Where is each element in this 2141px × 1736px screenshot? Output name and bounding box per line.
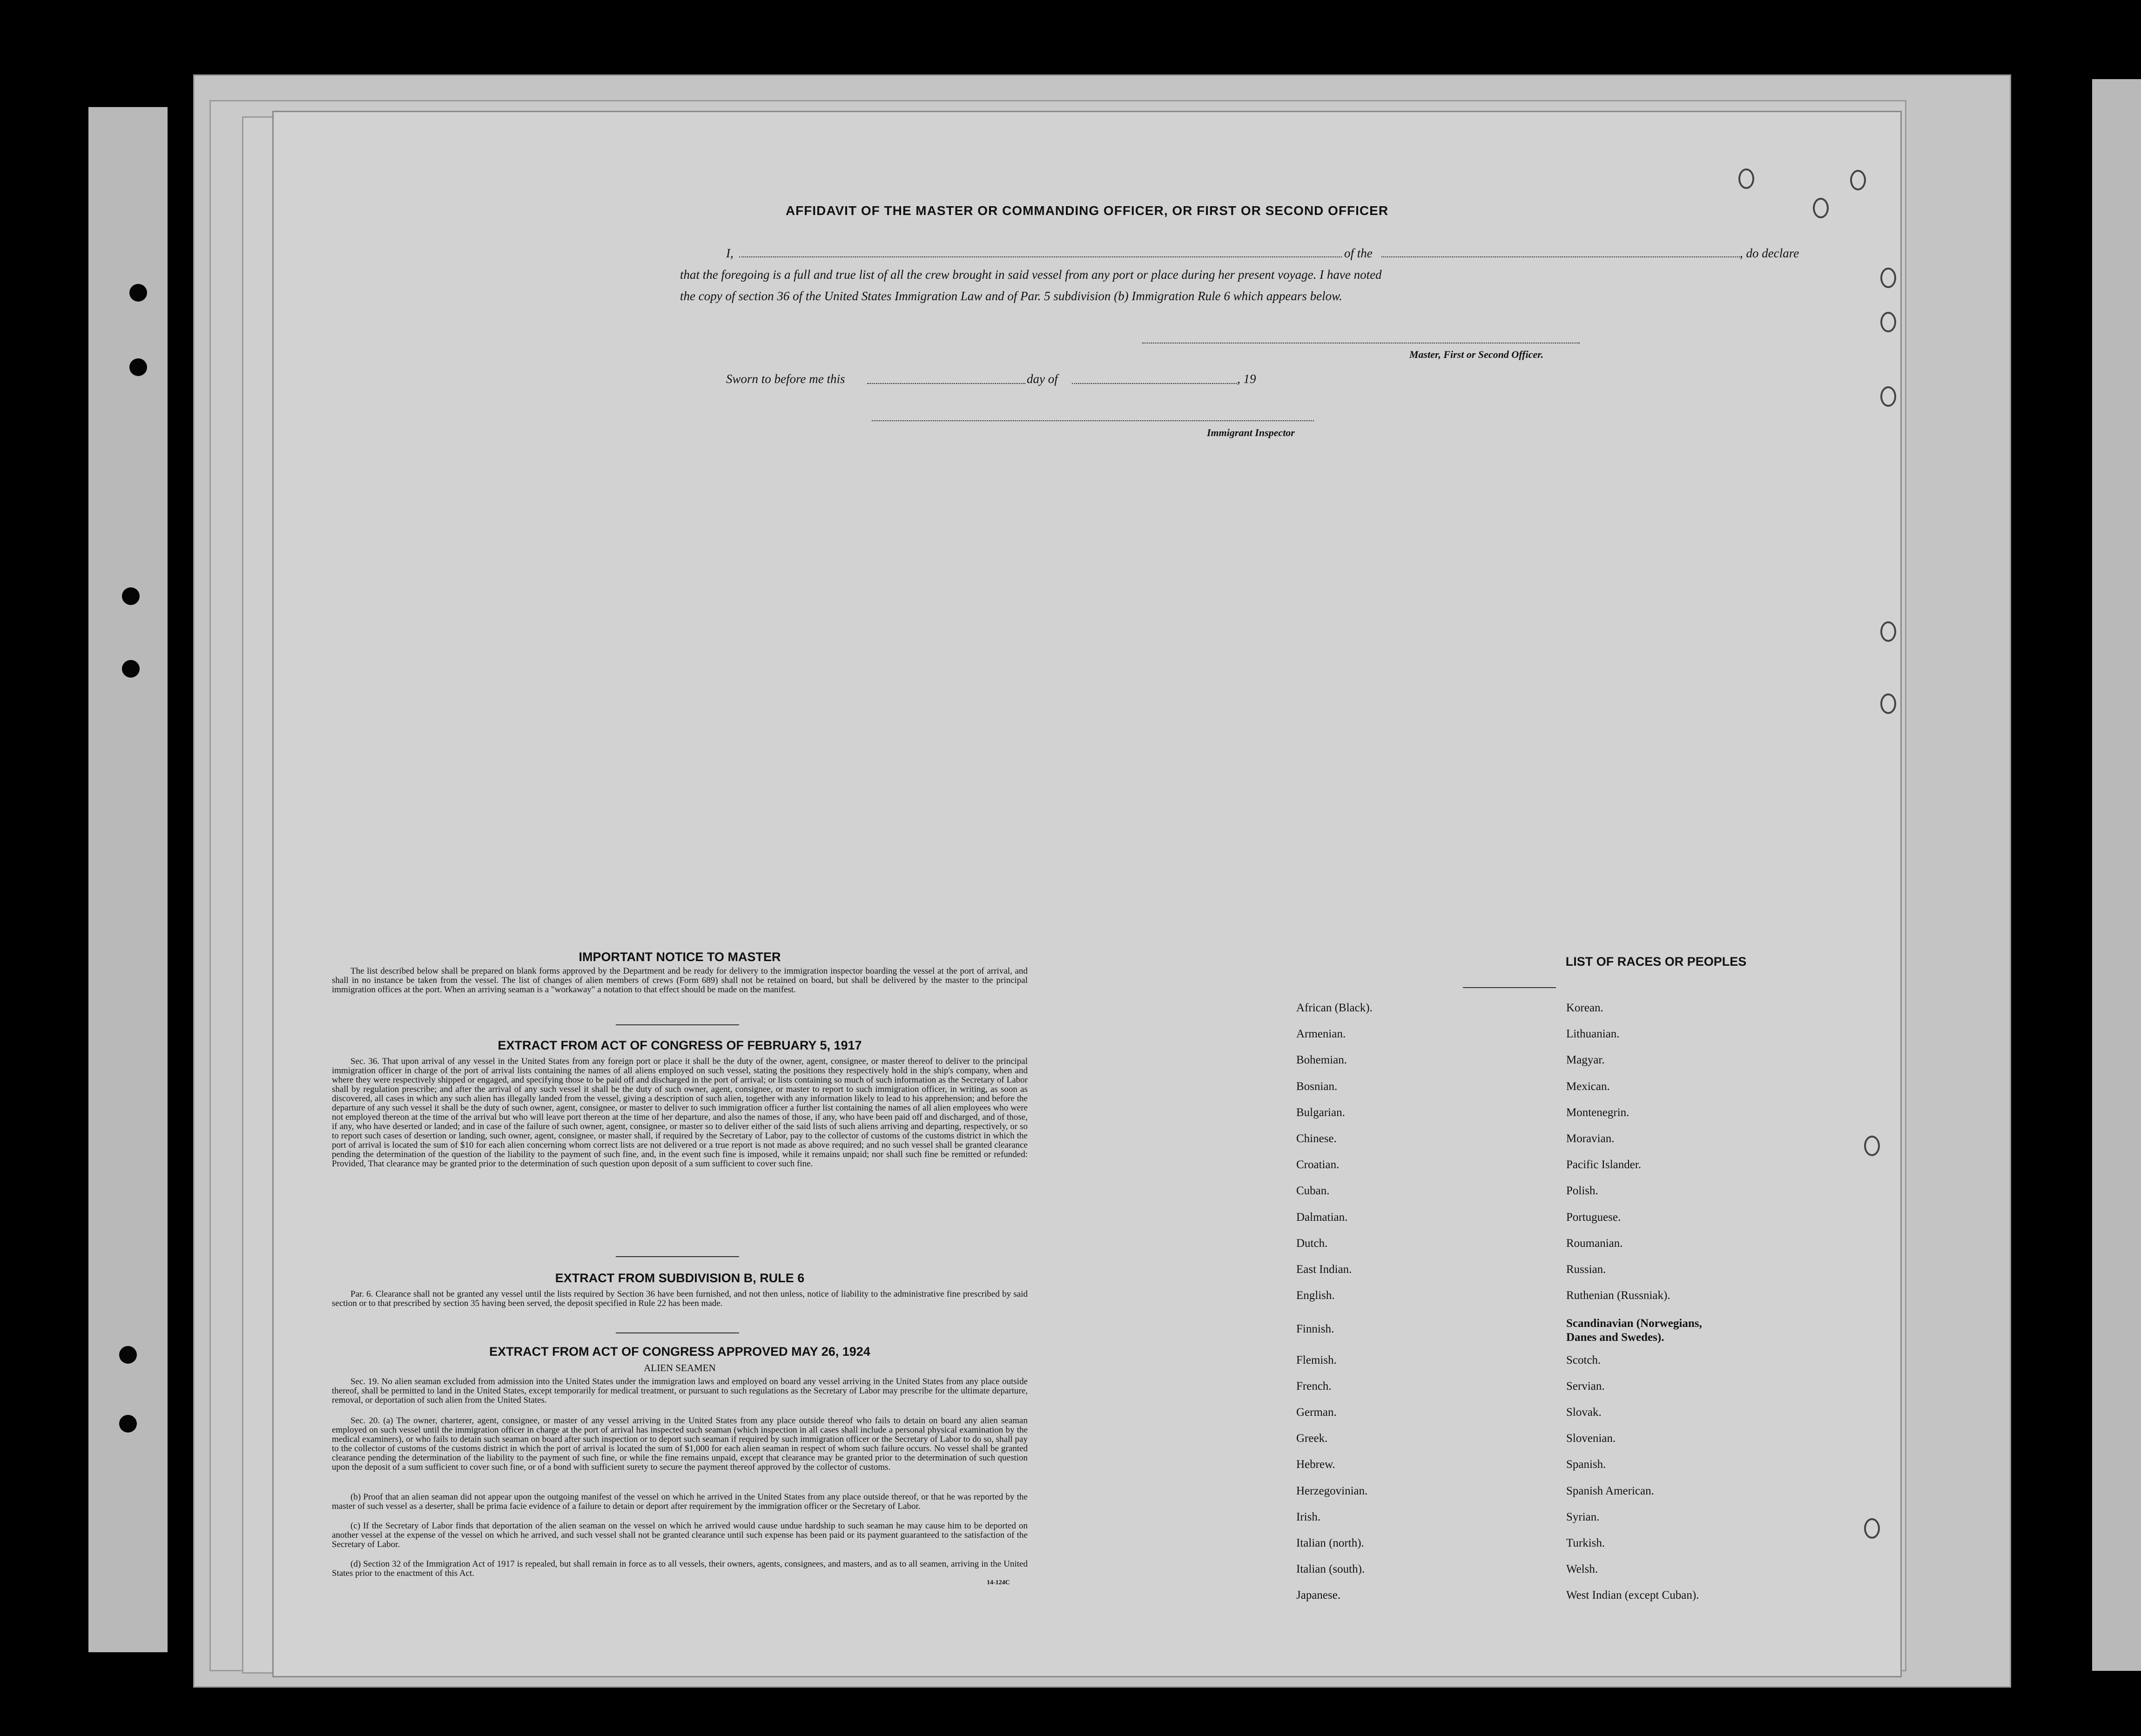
race-item: Pacific Islander. <box>1566 1158 1642 1171</box>
race-item: African (Black). <box>1296 1002 1373 1014</box>
affidavit-i-label: I, <box>726 246 734 260</box>
race-item: French. <box>1296 1380 1332 1393</box>
punch-ring <box>1880 386 1896 407</box>
race-item: Syrian. <box>1566 1511 1600 1523</box>
race-item: Cuban. <box>1296 1184 1330 1197</box>
binder-hole <box>119 1346 137 1364</box>
race-item: Montenegrin. <box>1566 1106 1629 1119</box>
extract-1924-sec19: Sec. 19. No alien seaman excluded from admission into the United States under the immigration laws and employed on board any vessel arriving in the United States from any place outside thereof, shall be permitted to land in the United States, except temporarily for medical treatment, or pursuant to such regulations as the Secretary of Labor may prescribe for the ultimate departure, removal, or deportation of such alien from the United States. <box>332 1377 1028 1405</box>
punch-ring <box>1864 1136 1880 1156</box>
race-item: Greek. <box>1296 1432 1328 1445</box>
notice-divider <box>616 1024 739 1025</box>
race-item: Spanish. <box>1566 1458 1606 1471</box>
race-item: Ruthenian (Russniak). <box>1566 1289 1670 1302</box>
race-item: West Indian (except Cuban). <box>1566 1589 1699 1601</box>
extract-1917-divider <box>616 1256 739 1257</box>
race-item: Italian (north). <box>1296 1537 1364 1549</box>
binder-hole <box>119 1415 137 1433</box>
race-item: Chinese. <box>1296 1132 1337 1145</box>
races-title: LIST OF RACES OR PEOPLES <box>1565 955 1747 969</box>
affidavit-statement-line-3: the copy of section 36 of the United States Immigration Law and of Par. 5 subdivision (b) Immigration Rule 6 which appears below. <box>680 289 1342 303</box>
race-item: Moravian. <box>1566 1132 1615 1145</box>
race-item: Spanish American. <box>1566 1485 1654 1497</box>
notice-text: The list described below shall be prepared on blank forms approved by the Department and be ready for delivery to the immigration inspector boarding the vessel at the port of arrival, and shall in no instance be taken from the vessel. The list of changes of alien members of crews (Form 689) shall not be retained on board, but shall be delivered by the master to the principal immigration offices at the port. When an arriving seaman is a "workaway" a notation to that effect should be made on the manifest. <box>332 966 1028 995</box>
form-number: 14-124C <box>987 1579 1010 1586</box>
extract-1917-title: EXTRACT FROM ACT OF CONGRESS OF FEBRUARY 5, 1917 <box>498 1038 862 1052</box>
race-item: Russian. <box>1566 1263 1606 1276</box>
inspector-signature-line[interactable] <box>872 420 1314 421</box>
race-item: Magyar. <box>1566 1054 1605 1066</box>
race-item: Croatian. <box>1296 1158 1340 1171</box>
punch-ring <box>1880 312 1896 332</box>
master-name-field[interactable] <box>739 256 1342 257</box>
race-item: English. <box>1296 1289 1335 1302</box>
manifest-back-page <box>272 111 1902 1677</box>
officer-signature-caption: Master, First or Second Officer. <box>1409 349 1544 360</box>
race-item: Polish. <box>1566 1184 1598 1197</box>
race-item: Dalmatian. <box>1296 1211 1348 1224</box>
punch-ring <box>1850 170 1866 190</box>
race-item: Bohemian. <box>1296 1054 1347 1066</box>
race-item: Servian. <box>1566 1380 1605 1393</box>
punch-ring <box>1864 1518 1880 1539</box>
extract-rule6-title: EXTRACT FROM SUBDIVISION B, RULE 6 <box>555 1271 805 1285</box>
punch-ring <box>1880 693 1896 714</box>
notice-title: IMPORTANT NOTICE TO MASTER <box>579 950 781 964</box>
extract-rule6-divider <box>616 1332 739 1333</box>
race-item: Portuguese. <box>1566 1211 1621 1224</box>
sworn-day-field[interactable] <box>867 383 1025 384</box>
extract-1924-sec20a: Sec. 20. (a) The owner, charterer, agent, consignee, or master of any vessel arriving in the United States from any place outside thereof who fails to detain on board any alien seaman employed on such vessel until the immigration officer in charge at the port of arrival has inspected such seaman (which inspection in all cases shall include a personal physical examination by the medical examiners), or who fails to detain such seaman on board after such inspection or to deport such seaman if required by such immigration officer or the Secretary of Labor to do so, shall pay to the collector of customs of the customs district in which the port of arrival is located the sum of $1,000 for each alien seaman in respect of whom such failure occurs. No vessel shall be granted clearance pending the determination of the liability to the payment of such fine, or while the fine remains unpaid, except that clearance may be granted prior to the determination of such question upon the deposit of a sum sufficient to cover such fine, or of a bond with sufficient surety to secure the payment thereof approved by the collector of customs. <box>332 1416 1028 1472</box>
sworn-text: Sworn to before me this <box>726 372 845 386</box>
extract-rule6-text: Par. 6. Clearance shall not be granted any vessel until the lists required by Section 36 have been furnished, and not then unless, notice of liability to the administrative fine prescribed by said section or to that prescribed by section 35 having been served, the deposit specified in Rule 22 has been made. <box>332 1289 1028 1308</box>
day-of-label: day of <box>1027 372 1058 386</box>
punch-ring <box>1880 268 1896 288</box>
race-item: East Indian. <box>1296 1263 1352 1276</box>
race-item: Korean. <box>1566 1002 1603 1014</box>
race-item: Welsh. <box>1566 1563 1598 1575</box>
extract-1917-text: Sec. 36. That upon arrival of any vessel in the United States from any foreign port or place it shall be the duty of the owner, agent, consignee, or master thereof to deliver to the principal immigration officer in charge of the port of arrival lists containing the names of all aliens employed on such vessel, stating the positions they respectively hold in the ship's company, when and where they were respectively shipped or engaged, and specifying those to be paid off and discharged in the port of arrival; or lists containing so much of such information as the Secretary of Labor shall by regulation prescribe; and after the arrival of any such vessel it shall be the duty of such owner, agent, consignee, or master to report to such immigration officer, in writing, as soon as discovered, all cases in which any such alien has illegally landed from the vessel, giving a description of such alien, together with any information likely to lead to his apprehension; and before the departure of any such vessel it shall be the duty of such owner, agent, consignee, or master to deliver to such immigration officer a further list containing the names of all alien employees who were not employed thereon at the time of the arrival but who will leave port thereon at the time of her departure, and also the names of those, if any, who have been paid off and discharged, and of those, if any, who have deserted or landed; and in case of the failure of such owner, agent, consignee, or master so to deliver either of the said lists of such aliens arriving and departing, respectively, or so to report such cases of desertion or landing, such owner, agent, consignee, or master shall, if required by the Secretary of Labor, pay to the collector of customs of the customs district in which the port of arrival is located the sum of $10 for each alien concerning whom correct lists are not delivered or a true report is not made as above required; and no such vessel shall be granted clearance pending the determination of the question of the liability to the payment of such fine, and, in the event such fine is imposed, while it remains unpaid; nor shall such fine be remitted or refunded: Provided, That clearance may be granted prior to the determination of such question upon deposit of a sum sufficient to cover such fine. <box>332 1056 1028 1169</box>
vessel-name-field[interactable] <box>1381 256 1740 257</box>
race-item: Mexican. <box>1566 1080 1610 1093</box>
race-item: Armenian. <box>1296 1028 1346 1040</box>
race-item: Turkish. <box>1566 1537 1605 1549</box>
extract-1924-sec20b: (b) Proof that an alien seaman did not appear upon the outgoing manifest of the vessel on which he arrived in the United States from any place outside thereof, or that he was reported by the master of such vessel as a deserter, shall be prima facie evidence of a failure to detain or deport after requirement by the immigration officer or the Secretary of Labor. <box>332 1492 1028 1511</box>
sworn-month-field[interactable] <box>1072 383 1237 384</box>
race-item: Japanese. <box>1296 1589 1341 1601</box>
binder-hole <box>122 587 140 605</box>
race-item: Slovenian. <box>1566 1432 1616 1445</box>
race-item: Slovak. <box>1566 1406 1602 1419</box>
punch-ring <box>1738 168 1754 189</box>
extract-1924-subtitle: ALIEN SEAMEN <box>644 1362 716 1373</box>
binder-hole <box>129 358 147 376</box>
race-item: Lithuanian. <box>1566 1028 1620 1040</box>
punch-ring <box>1880 621 1896 642</box>
right-binder-strip <box>2092 79 2141 1671</box>
affidavit-statement-line-2: that the foregoing is a full and true list of all the crew brought in said vessel from any port or place during her present voyage. I have noted <box>680 268 1382 282</box>
race-item: Herzegovinian. <box>1296 1485 1368 1497</box>
race-item: Flemish. <box>1296 1354 1337 1366</box>
race-item: German. <box>1296 1406 1337 1419</box>
affidavit-of-the-label: of the <box>1344 246 1373 260</box>
race-item: Italian (south). <box>1296 1563 1365 1575</box>
extract-1924-sec20d: (d) Section 32 of the Immigration Act of 1917 is repealed, but shall remain in force as to all vessels, their owners, agents, consignees, and masters, and as to all seamen, arriving in the United States prior to the enactment of this Act. <box>332 1559 1028 1578</box>
race-item: Scotch. <box>1566 1354 1601 1366</box>
race-item: Scandinavian (Norwegians, Danes and Swedes). <box>1566 1317 1702 1344</box>
inspector-caption: Immigrant Inspector <box>1207 427 1295 438</box>
race-item: Bosnian. <box>1296 1080 1338 1093</box>
races-divider <box>1463 987 1556 988</box>
affidavit-title: AFFIDAVIT OF THE MASTER OR COMMANDING OFFICER, OR FIRST OR SECOND OFFICER <box>785 203 1389 218</box>
extract-1924-sec20c: (c) If the Secretary of Labor finds that deportation of the alien seaman on the vessel on which he arrived would cause undue hardship to such seaman he may cause him to be deported on another vessel at the expense of the vessel on which he arrived, and such vessel shall not be granted clearance until such expense has been paid or its payment guaranteed to the satisfaction of the Secretary of Labor. <box>332 1521 1028 1549</box>
race-item: Finnish. <box>1296 1323 1334 1335</box>
punch-ring <box>1813 198 1829 218</box>
race-item: Hebrew. <box>1296 1458 1335 1471</box>
race-item: Dutch. <box>1296 1237 1328 1250</box>
sworn-year-label: , 19 <box>1237 372 1256 386</box>
race-item: Roumanian. <box>1566 1237 1623 1250</box>
race-item: Irish. <box>1296 1511 1321 1523</box>
binder-hole <box>122 660 140 678</box>
extract-1924-title: EXTRACT FROM ACT OF CONGRESS APPROVED MAY 26, 1924 <box>489 1345 870 1359</box>
affidavit-declare-label: , do declare <box>1740 246 1799 260</box>
binder-hole <box>129 284 147 302</box>
race-item: Bulgarian. <box>1296 1106 1345 1119</box>
